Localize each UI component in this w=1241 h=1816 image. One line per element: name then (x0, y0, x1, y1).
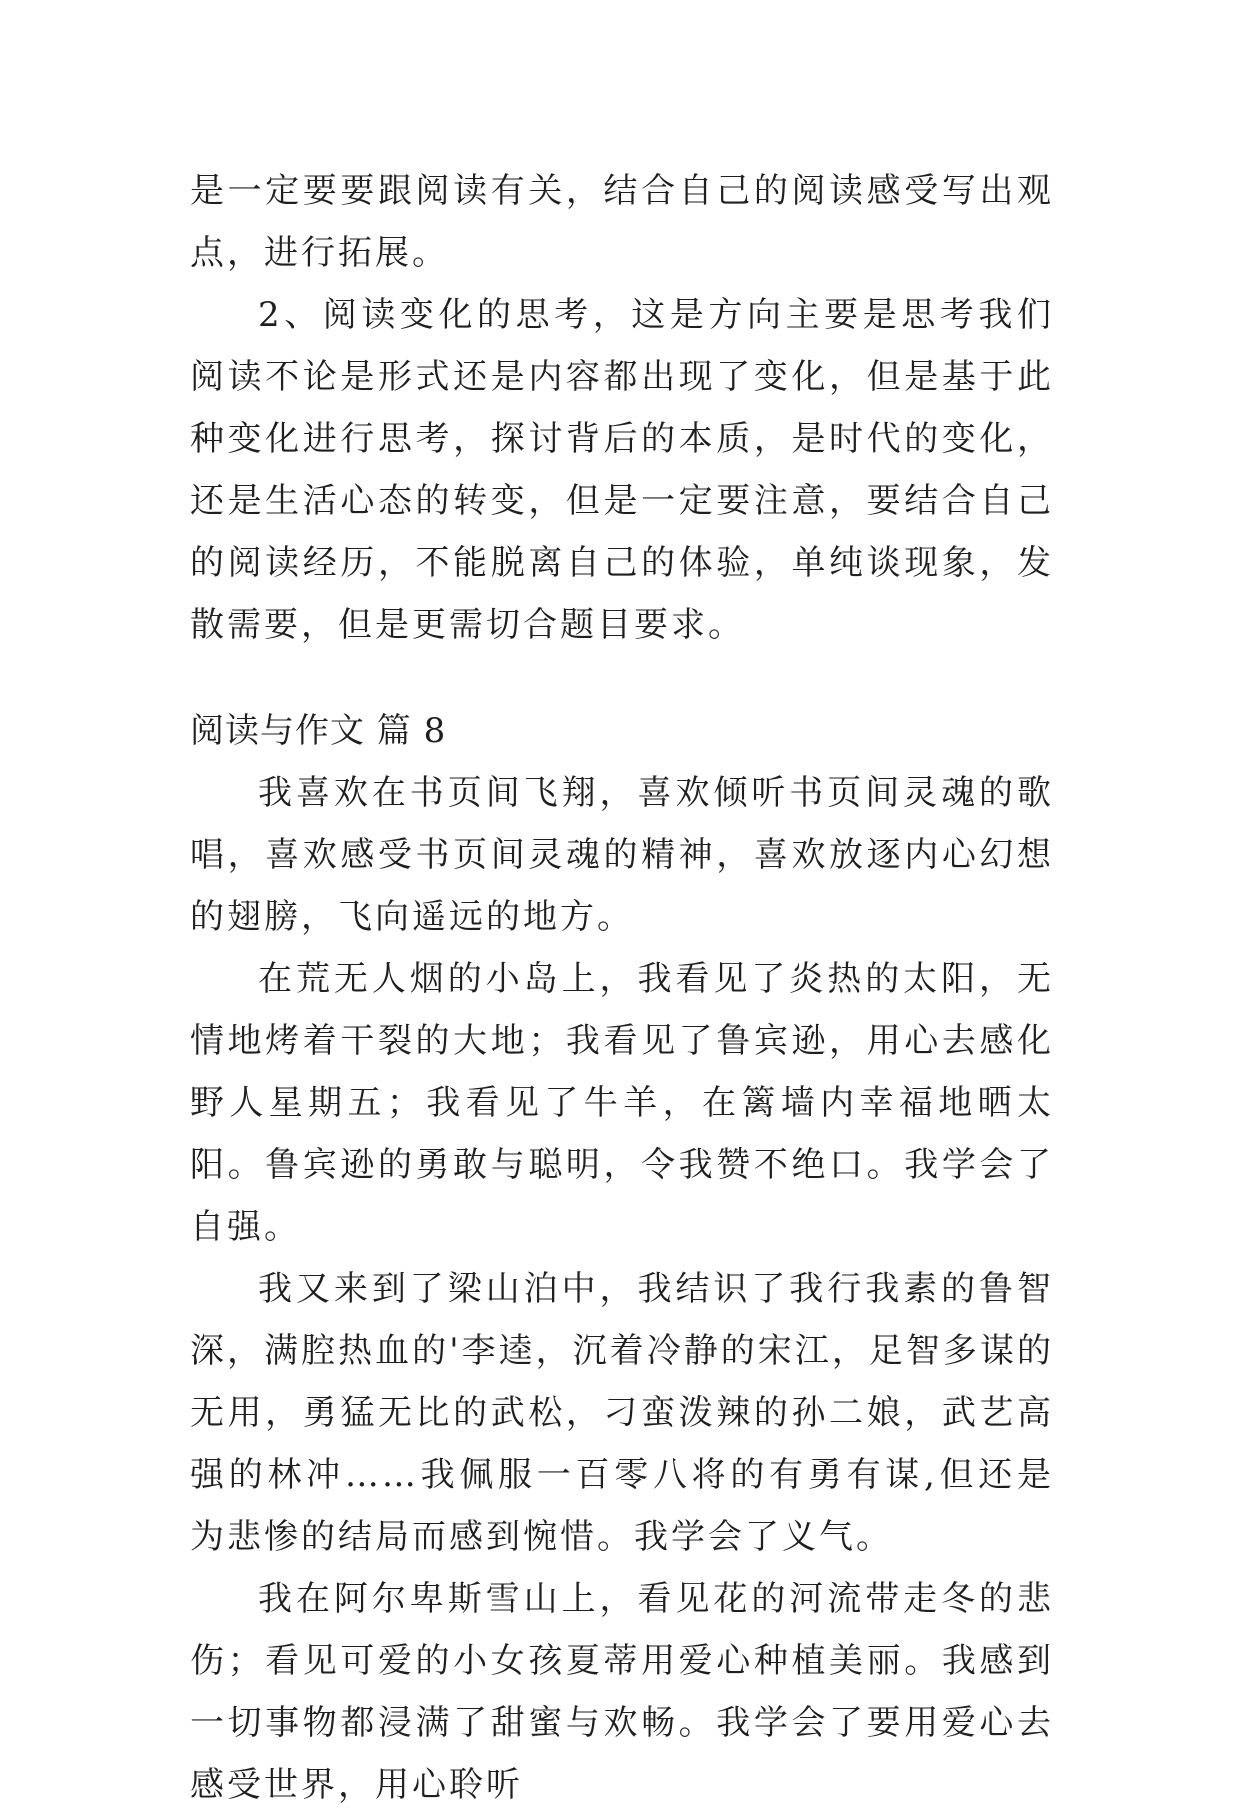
paragraph-alps: 我在阿尔卑斯雪山上，看见花的河流带走冬的悲伤；看见可爱的小女孩夏蒂用爱心种植美丽。我感到一切事物都浸满了甜蜜与欢畅。我学会了要用爱心去感受世界，用心聆听 (190, 1579, 1054, 1805)
paragraph-reading-change: 2、阅读变化的思考，这是方向主要是思考我们阅读不论是形式还是内容都出现了变化，但是基于此种变化进行思考，探讨背后的本质，是时代的变化，还是生活心态的转变，但是一定要注意，要结合自己的阅读经历，不能脱离自己的体验，单纯谈现象，发散需要，但是更需切合题目要求。 (190, 295, 1054, 645)
paragraph-robinson: 在荒无人烟的小岛上，我看见了炎热的太阳，无情地烤着干裂的大地；我看见了鲁宾逊，用心去感化野人星期五；我看见了牛羊，在篱墙内幸福地晒太阳。鲁宾逊的勇敢与聪明，令我赞不绝口。我学会了自强。 (190, 959, 1054, 1247)
paragraph-flying-in-books: 我喜欢在书页间飞翔，喜欢倾听书页间灵魂的歌唱，喜欢感受书页间灵魂的精神，喜欢放逐内心幻想的翅膀，飞向遥远的地方。 (190, 773, 1054, 937)
document-body (190, 160, 1054, 1816)
paragraph-continuation: 是一定要要跟阅读有关，结合自己的阅读感受写出观点，进行拓展。 (190, 171, 1054, 273)
section-heading: 阅读与作文 篇 8 (190, 711, 447, 751)
paragraph-liangshan: 我又来到了梁山泊中，我结识了我行我素的鲁智深，满腔热血的'李逵，沉着冷静的宋江，足智多谋的无用，勇猛无比的武松，刁蛮泼辣的孙二娘，武艺高强的林冲……我佩服一百零八将的有勇有谋,但还是为悲惨的结局而感到惋惜。我学会了义气。 (190, 1269, 1054, 1557)
